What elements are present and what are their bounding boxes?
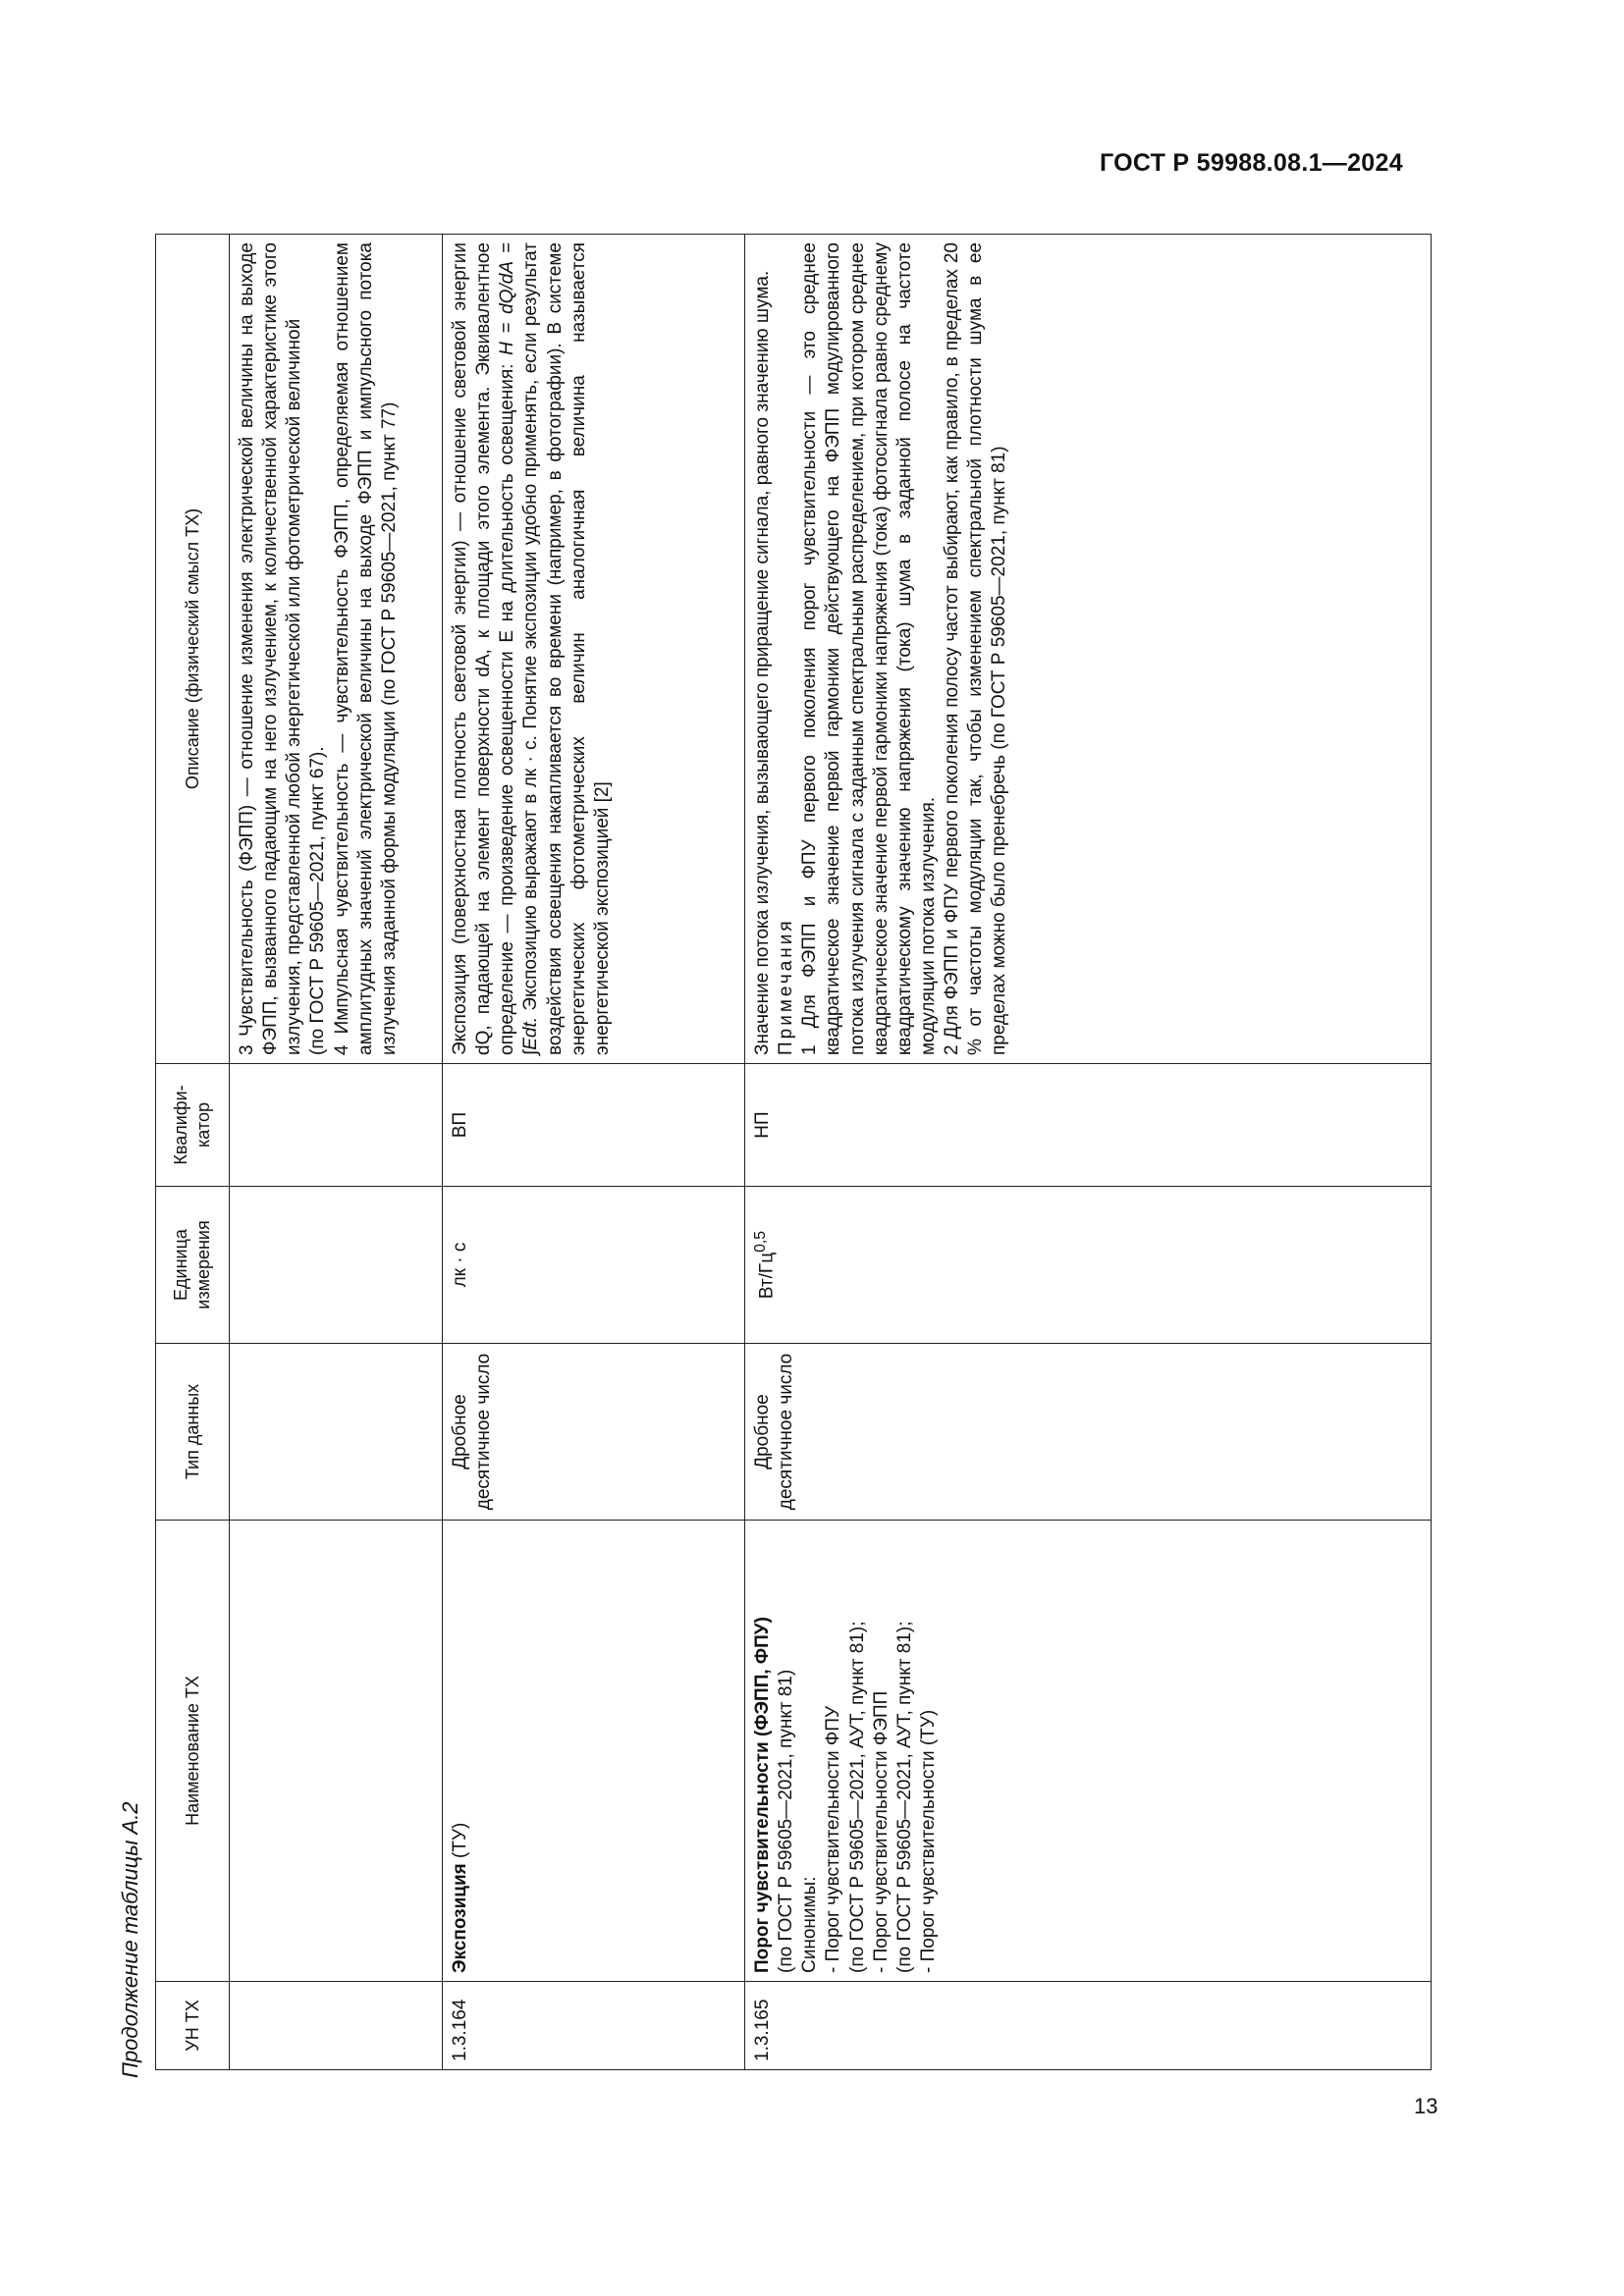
cell-description [745, 235, 1432, 1064]
col-header-qualifier: Квалифи-катор [156, 1064, 230, 1187]
col-header-description: Описание (физический смысл ТХ) [156, 235, 230, 1064]
desc-definition: Экспозиция (поверхностная плотность световой энергии) — отношение световой энергии dQ, падающей на элемент поверхности dA, к площади этого элемента. Эквивалентное определение — произведение освещенности E на длительность освещения: [450, 242, 518, 1055]
term-source: (ТУ) [450, 1822, 470, 1858]
cell-unit [230, 1187, 443, 1344]
cell-id: 1.3.165 [745, 1982, 1432, 2070]
table-row-1-3-164 [443, 235, 745, 2070]
term-line: - Порог чувствительности ФПУ [823, 1705, 844, 1973]
desc-explanation: Экспозицию выражают в лк · с. Понятие экспозиции удобно применять, если результат воздействия освещения накапливается во времени (например, в фотографии). В системе энергетических фотометрических величин аналогичная величина называется энергетической экспозицией [2] [520, 242, 613, 1055]
col-header-unit: Единица измерения [156, 1187, 230, 1344]
cell-type [230, 1344, 443, 1521]
table-header-row [156, 235, 230, 2070]
table-row-1-3-165 [745, 235, 1432, 2070]
term-line: Синонимы: [799, 1876, 821, 1973]
term-line: (по ГОСТ Р 59605—2021, АУТ, пункт 81); [893, 1621, 915, 1973]
page-number: 13 [1414, 2094, 1438, 2118]
desc-paragraph [449, 242, 615, 1055]
document-header: ГОСТ Р 59988.08.1—2024 [1100, 149, 1403, 177]
term-line: - Порог чувствительности (ТУ) [917, 1709, 939, 1973]
cell-id [230, 1982, 443, 2070]
cell-name [443, 1521, 745, 1982]
notes-title: Примечания [776, 918, 797, 1055]
cell-type: Дробное десятичное число [745, 1344, 1432, 1521]
col-header-name: Наименование ТХ [156, 1521, 230, 1982]
term-line: (по ГОСТ Р 59605—2021, пункт 81) [776, 1669, 797, 1973]
term-name: Порог чувствительности (ФЭПП, ФПУ) [752, 1617, 773, 1973]
cell-qualifier [230, 1064, 443, 1187]
cell-qualifier: НП [745, 1064, 1432, 1187]
cell-unit: лк · с [443, 1187, 745, 1344]
cell-unit [745, 1187, 1432, 1344]
col-header-type: Тип данных [156, 1344, 230, 1521]
cell-qualifier: ВП [443, 1064, 745, 1187]
cell-description [443, 235, 745, 1064]
desc-formula: H = dQ/dA = ∫Edt. [497, 242, 542, 1055]
cell-name [745, 1521, 1432, 1982]
note-item: 1 Для ФЭПП и ФПУ первого поколения порог чувствительности — это среднее квадратическое значение первой гармоники действующего на ФЭПП модулированного потока излучения сигнала с заданным спектральным распределением, при котором среднее квадратическое значение первой гармоники напряжения (тока) фотосигнала равно среднему квадратическому значению напряжения (тока) шума в заданной полосе на частоте модуляции потока излучения. [799, 242, 939, 1055]
table-caption: Продолжение таблицы А.2 [118, 1801, 142, 2078]
term-line: - Порог чувствительности ФЭПП [870, 1690, 892, 1973]
cell-id: 1.3.164 [443, 1982, 745, 2070]
desc-paragraph: 3 Чувствительность (ФЭПП) — отношение изменения электрической величины на выходе ФЭПП, вызванного падающим на него излучением, к количественной характеристике этого излучения, представленной любой энергетической или фотометрической величиной [237, 242, 305, 1055]
desc-paragraph: (по ГОСТ Р 59605—2021, пункт 67). [307, 746, 329, 1055]
characteristics-table [155, 234, 1432, 2070]
col-header-id: УН ТХ [156, 1982, 230, 2070]
term-line: (по ГОСТ Р 59605—2021, АУТ, пункт 81); [846, 1621, 868, 1973]
desc-paragraph: Значение потока излучения, вызывающего приращение сигнала, равного значению шума. [752, 270, 773, 1055]
note-item: 2 Для ФЭПП и ФПУ первого поколения полосу частот выбирают, как правило, в пределах 20 % от частоты модуляции так, чтобы изменением спектральной плотности шума в ее пределах можно было пренебречь (по ГОСТ Р 59605—2021, пункт 81) [942, 242, 1010, 1055]
unit-base: Вт/Гц [756, 1252, 778, 1300]
cell-description [230, 235, 443, 1064]
cell-name [230, 1521, 443, 1982]
cell-type: Дробное десятичное число [443, 1344, 745, 1521]
table-row-continuation [230, 235, 443, 2070]
desc-paragraph: 4 Импульсная чувствительность — чувствительность ФЭПП, определяемая отношением амплитудных значений электрической величины на выходе ФЭПП и импульсного потока излучения заданной формы модуляции (по ГОСТ Р 59605—2021, пункт 77) [331, 242, 400, 1055]
rotated-table-area [118, 223, 1434, 2078]
term-name: Экспозиция [450, 1863, 470, 1973]
unit-exponent: 0,5 [752, 1230, 769, 1253]
